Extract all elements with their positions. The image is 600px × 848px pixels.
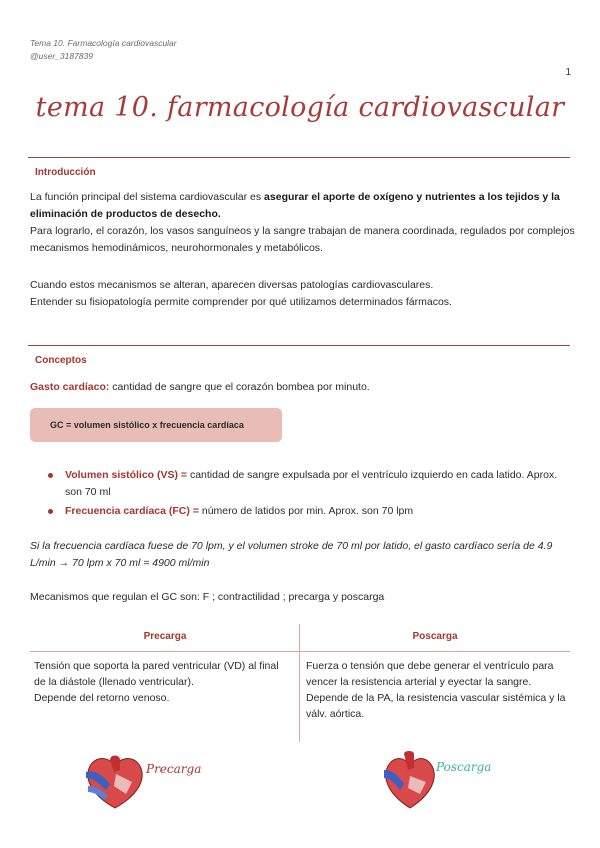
bullet-dot-icon	[48, 509, 53, 514]
heart-icon	[380, 750, 440, 812]
bullet-text: número de latidos por min. Aprox. son 70 lpm	[198, 505, 414, 517]
bullet-label: Frecuencia cardíaca (FC) =	[65, 505, 199, 517]
bullet-item	[48, 503, 568, 520]
gc-example: Si la frecuencia cardíaca fuese de 70 lpm, y el volumen stroke de 70 ml por latido, el gasto cardíaco sería de 4.9 L/min → 70 lpm x 70 ml = 4900 ml/min	[30, 540, 553, 569]
section-rule-intro	[28, 157, 570, 158]
concept-bullets	[48, 467, 568, 522]
heart-icon	[80, 750, 150, 812]
bullet-dot-icon	[48, 473, 53, 478]
table-cell-precarga	[34, 658, 289, 706]
table-cell-poscarga	[306, 658, 568, 722]
table-header-precarga: Precarga	[143, 631, 187, 642]
poscarga-text-2: Depende de la PA, la resistencia vascular sistémica y la válv. aórtica.	[306, 692, 566, 720]
header-meta	[30, 37, 177, 63]
illustration-label-poscarga: Poscarga	[436, 760, 492, 774]
intro-p1-bold: asegurar el aporte de oxígeno y nutrientes a los tejidos y la eliminación de productos de desecho.	[30, 191, 560, 220]
page-number: 1	[565, 67, 571, 78]
gc-text: cantidad de sangre que el corazón bombea por minuto.	[109, 381, 370, 393]
table-header-poscarga: Poscarga	[412, 631, 458, 642]
bullet-label: Volumen sistólico (VS) =	[65, 469, 188, 481]
illustration-label-precarga: Precarga	[146, 762, 202, 776]
intro-p1-rest: Para lograrlo, el corazón, los vasos sanguíneos y la sangre trabajan de manera coordinada, regulados por complejos mecanismos hemodinámicos, neurohormonales y metabólicos.	[30, 225, 575, 254]
formula-box: GC = volumen sistólico x frecuencia cardíaca	[30, 408, 282, 442]
precarga-text-2: Depende del retorno venoso.	[34, 692, 170, 704]
section-heading-concepts: Conceptos	[35, 355, 87, 366]
header-user: @user_3187839	[30, 51, 93, 61]
gc-label: Gasto cardíaco:	[30, 381, 110, 393]
heart-illustration-precarga	[80, 750, 210, 812]
precarga-text: Tensión que soporta la pared ventricular (VD) al final de la diástole (llenado ventricular).	[34, 660, 279, 688]
gc-definition	[30, 381, 370, 393]
poscarga-text: Fuerza o tensión que debe generar el ventrículo para vencer la resistencia arterial y eyectar la sangre.	[306, 660, 554, 688]
intro-p1-prefix: La función principal del sistema cardiovascular es	[30, 191, 265, 203]
heart-illustration-poscarga	[380, 750, 510, 812]
page-title: tema 10. farmacología cardiovascular	[35, 92, 565, 123]
table-divider-v	[299, 624, 300, 742]
bullet-item	[48, 467, 568, 501]
header-doc-title: Tema 10. Farmacología cardiovascular	[30, 38, 177, 48]
intro-p2: Cuando estos mecanismos se alteran, aparecen diversas patologías cardiovasculares.	[30, 279, 434, 291]
intro-paragraph	[30, 189, 575, 257]
section-rule-concepts	[28, 345, 570, 346]
mechanisms-line: Mecanismos que regulan el GC son: F ; contractilidad ; precarga y poscarga	[30, 591, 385, 603]
table-divider-h	[30, 651, 570, 652]
bullet-text: cantidad de sangre expulsada por el ventrículo izquierdo en cada latido. Aprox. son 70 ml	[65, 469, 558, 498]
intro-p3: Entender su fisiopatología permite comprender por qué utilizamos determinados fármacos.	[30, 296, 452, 308]
section-heading-intro: Introducción	[35, 167, 96, 178]
